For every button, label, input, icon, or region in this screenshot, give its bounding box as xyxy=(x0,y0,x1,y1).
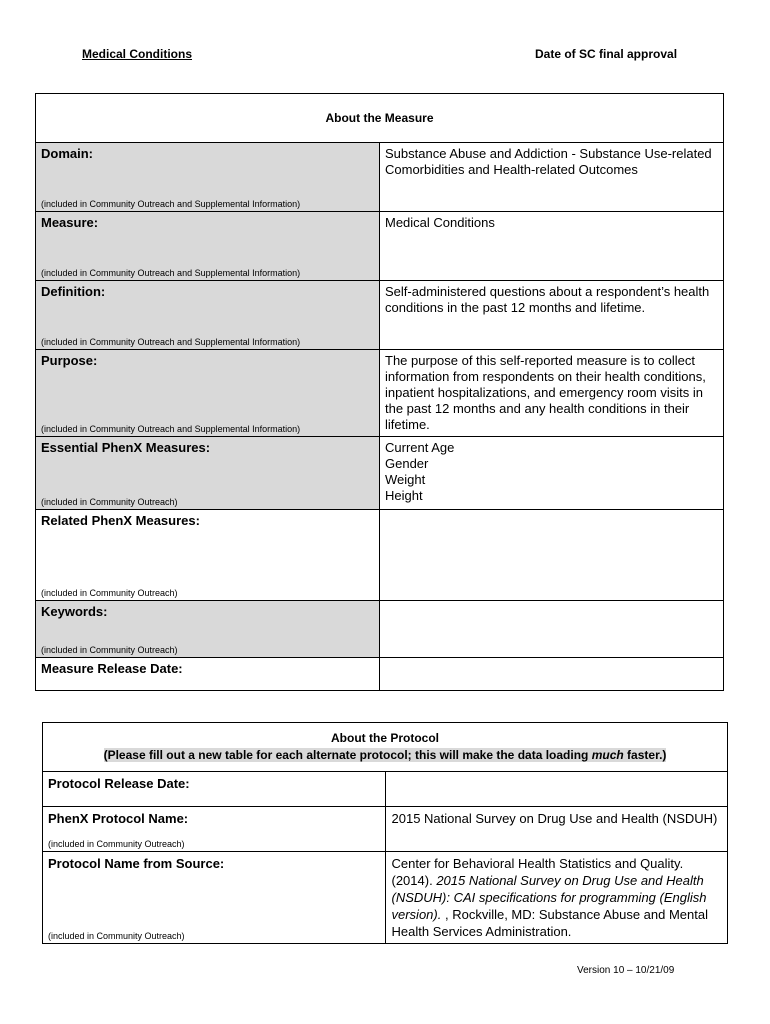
protocol-name-label-cell xyxy=(43,807,386,852)
list-item: Height xyxy=(385,488,423,503)
definition-note: (included in Community Outreach and Supplemental Information) xyxy=(41,337,301,347)
source-citation-title: 2015 National Survey on Drug Use and Health (NSDUH): CAI specifications for programming (English version). xyxy=(391,873,707,922)
measure-label: Measure: xyxy=(41,215,99,230)
essential-measures-label-cell xyxy=(36,437,380,510)
about-measure-table xyxy=(35,93,724,691)
approval-date-label: Date of SC final approval xyxy=(535,47,678,61)
list-item: Gender xyxy=(385,456,429,471)
measure-note: (included in Community Outreach and Supplemental Information) xyxy=(41,268,301,278)
protocol-source-label-cell xyxy=(43,852,386,944)
purpose-value[interactable]: The purpose of this self-reported measure is to collect information from respondents on their health conditions, inpatient hospitalizations, and emergency room visits in the past 12 months and any health conditions in their lifetime. xyxy=(380,350,724,437)
about-measure-title: About the Measure xyxy=(36,94,724,143)
instructions-text-b: faster.) xyxy=(623,748,667,762)
table-row xyxy=(43,852,728,944)
table-row xyxy=(36,601,724,658)
measure-label-cell xyxy=(36,212,380,281)
domain-value[interactable]: Substance Abuse and Addiction - Substance Use-related Comorbidities and Health-related Outcomes xyxy=(380,143,724,212)
measure-value[interactable]: Medical Conditions xyxy=(380,212,724,281)
protocol-name-note: (included in Community Outreach) xyxy=(48,839,185,849)
release-date-label: Measure Release Date: xyxy=(41,661,183,676)
list-item: Weight xyxy=(385,472,426,487)
document-title: Medical Conditions xyxy=(82,47,193,61)
essential-measures-note: (included in Community Outreach) xyxy=(41,497,178,507)
protocol-release-label-cell xyxy=(43,772,386,807)
about-protocol-instructions xyxy=(43,747,727,764)
release-date-label-cell xyxy=(36,658,380,691)
source-citation-b: , Rockville, MD: Substance Abuse and Mental Health Services Administration. xyxy=(391,907,708,939)
table-row xyxy=(36,658,724,691)
release-date-value[interactable] xyxy=(380,658,724,691)
table-row xyxy=(36,510,724,601)
purpose-note: (included in Community Outreach and Supplemental Information) xyxy=(41,424,301,434)
instructions-text-a: (Please fill out a new table for each alternate protocol; this will make the data loading xyxy=(103,748,592,762)
about-protocol-table xyxy=(42,722,728,944)
purpose-label-cell xyxy=(36,350,380,437)
keywords-value[interactable] xyxy=(380,601,724,658)
version-footer: Version 10 – 10/21/09 xyxy=(577,965,675,976)
protocol-name-label: PhenX Protocol Name: xyxy=(48,811,189,826)
domain-label-cell xyxy=(36,143,380,212)
related-measures-note: (included in Community Outreach) xyxy=(41,588,178,598)
definition-label-cell xyxy=(36,281,380,350)
definition-label: Definition: xyxy=(41,284,106,299)
keywords-label-cell xyxy=(36,601,380,658)
table-row xyxy=(43,807,728,852)
about-protocol-header xyxy=(43,723,728,772)
essential-measures-label: Essential PhenX Measures: xyxy=(41,440,211,455)
list-item: Current Age xyxy=(385,440,455,455)
related-measures-label: Related PhenX Measures: xyxy=(41,513,200,528)
keywords-label: Keywords: xyxy=(41,604,108,619)
source-citation-a: Center for Behavioral Health Statistics and Quality. (2014). xyxy=(391,856,684,888)
table-row xyxy=(36,143,724,212)
protocol-name-value[interactable]: 2015 National Survey on Drug Use and Health (NSDUH) xyxy=(385,807,728,852)
essential-measures-value[interactable] xyxy=(380,437,724,510)
instructions-emphasis: much xyxy=(591,748,624,762)
purpose-label: Purpose: xyxy=(41,353,98,368)
table-row xyxy=(36,350,724,437)
protocol-source-label: Protocol Name from Source: xyxy=(48,856,225,871)
related-measures-value[interactable] xyxy=(380,510,724,601)
table-row xyxy=(36,212,724,281)
keywords-note: (included in Community Outreach) xyxy=(41,645,178,655)
domain-note: (included in Community Outreach and Supplemental Information) xyxy=(41,199,301,209)
protocol-source-value[interactable] xyxy=(385,852,728,944)
about-protocol-title: About the Protocol xyxy=(331,731,439,745)
domain-label: Domain: xyxy=(41,146,93,161)
table-row xyxy=(36,437,724,510)
related-measures-label-cell xyxy=(36,510,380,601)
protocol-release-label: Protocol Release Date: xyxy=(48,776,190,791)
table-row xyxy=(43,772,728,807)
protocol-release-value[interactable] xyxy=(385,772,728,807)
table-row xyxy=(36,281,724,350)
definition-value[interactable]: Self-administered questions about a respondent’s health conditions in the past 12 months and lifetime. xyxy=(380,281,724,350)
protocol-source-note: (included in Community Outreach) xyxy=(48,931,185,941)
